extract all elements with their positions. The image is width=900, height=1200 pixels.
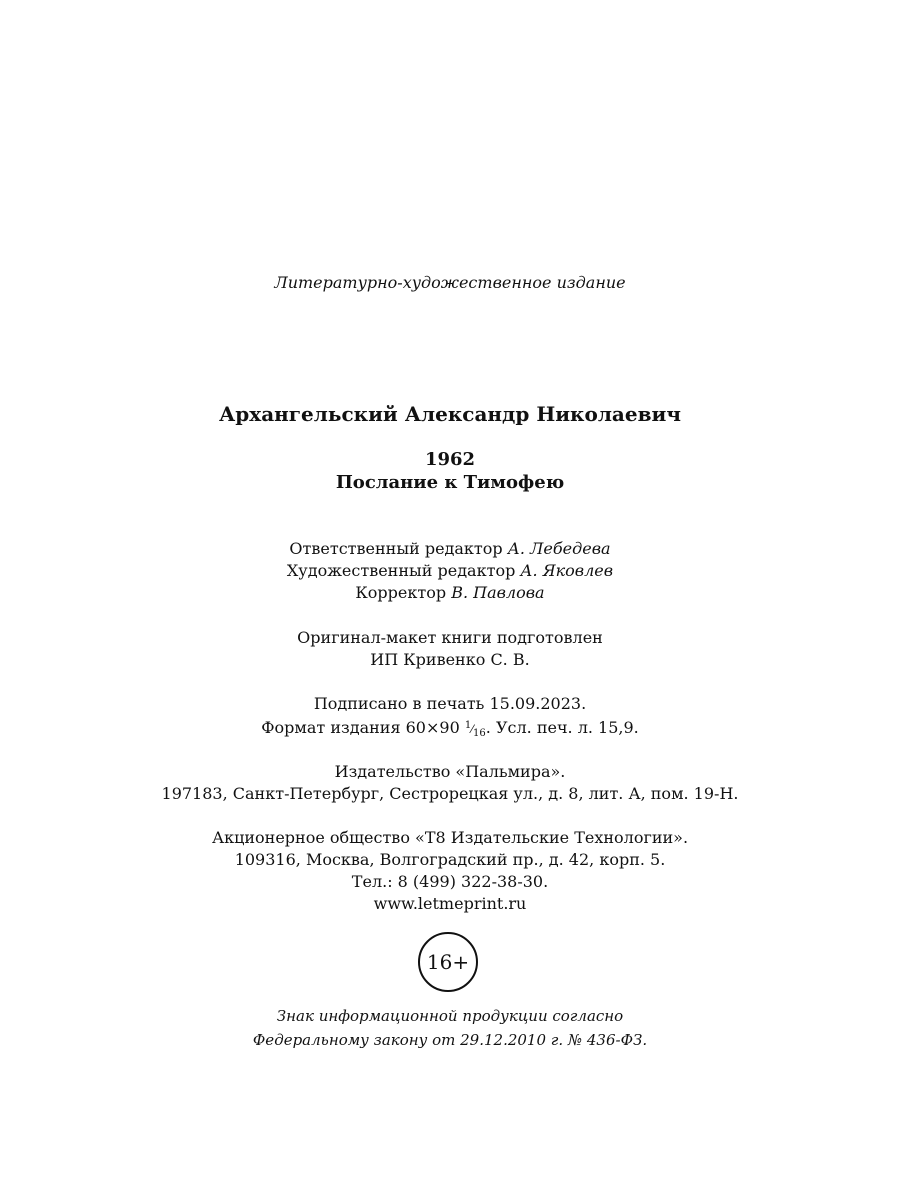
format-prefix: Формат издания 60×90	[261, 718, 465, 737]
printer-name: Акционерное общество «Т8 Издательские Технологии».	[211, 828, 689, 847]
format-line	[0, 715, 900, 745]
layout-prep-line-1: Оригинал-макет книги подготовлен	[297, 628, 603, 647]
age-rating-badge: 16+	[418, 932, 478, 992]
layout-prep-line-2: ИП Кривенко С. В.	[370, 650, 530, 669]
printer-phone: Тел.: 8 (499) 322-38-30.	[351, 872, 549, 891]
publisher-address: 197183, Санкт-Петербург, Сестрорецкая ул., д. 8, лит. А, пом. 19-Н.	[161, 784, 739, 803]
printer-website: www.letmeprint.ru	[373, 894, 527, 913]
book-subtitle: Послание к Тимофею	[335, 472, 565, 493]
edition-type: Литературно-художественное издание	[274, 273, 626, 292]
format-fraction: $^1⁄_{16}$	[464, 720, 486, 739]
book-year: 1962	[424, 449, 476, 470]
format-suffix: . Усл. печ. л. 15,9.	[485, 718, 639, 737]
printer-address: 109316, Москва, Волгоградский пр., д. 42, корп. 5.	[234, 850, 666, 869]
credit-role: Корректор	[355, 583, 447, 602]
publisher-name: Издательство «Пальмира».	[334, 762, 566, 781]
age-note-line-2: Федеральному закону от 29.12.2010 г. № 436-ФЗ.	[252, 1031, 648, 1049]
credit-name: А. Лебедева	[507, 539, 611, 558]
age-note-line-1: Знак информационной продукции согласно	[276, 1007, 624, 1025]
fraction-denominator: 16	[473, 728, 486, 739]
fraction-numerator: 1	[464, 720, 472, 731]
credit-line-editor	[0, 538, 900, 560]
credit-line-proofreader	[0, 582, 900, 604]
credit-role: Ответственный редактор	[289, 539, 503, 558]
signed-to-print: Подписано в печать 15.09.2023.	[313, 694, 587, 713]
credit-role: Художественный редактор	[286, 561, 516, 580]
credit-name: В. Павлова	[451, 583, 545, 602]
credit-name: А. Яковлев	[520, 561, 614, 580]
author-name: Архангельский Александр Николаевич	[219, 402, 681, 426]
credit-line-art-editor	[0, 560, 900, 582]
